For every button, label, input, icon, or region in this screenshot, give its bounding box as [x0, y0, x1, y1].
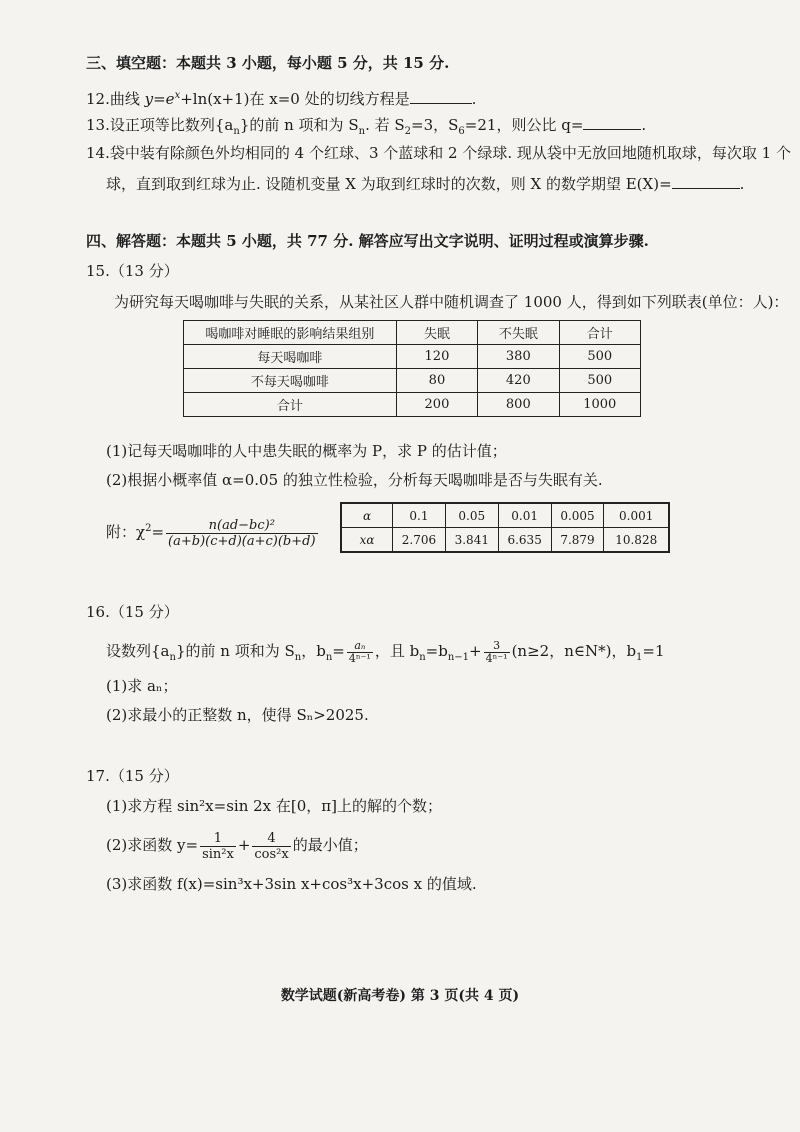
table-header: 失眠	[396, 321, 477, 345]
q13-sub: n	[233, 126, 240, 137]
q13-text-b: }的前 n 项和为 S	[239, 116, 359, 134]
table-header-row	[184, 321, 641, 345]
appendix-label: 附：χ	[106, 523, 146, 541]
q13-number: 13.	[86, 116, 110, 134]
q16-stem-d: =	[332, 642, 345, 660]
table-cell: 420	[478, 369, 559, 393]
table-header: 合计	[559, 321, 640, 345]
section3-heading: 三、填空题：本题共 3 小题，每小题 5 分，共 15 分.	[86, 54, 450, 72]
q13-text-c: . 若 S	[365, 116, 405, 134]
q14-end: .	[739, 175, 745, 193]
chi-square-formula	[166, 518, 318, 549]
frac1-num: aₙ	[354, 638, 366, 652]
q12-number: 12.	[86, 90, 110, 108]
table-cell: 800	[478, 393, 559, 417]
table-row	[184, 345, 641, 369]
q12-text-b: +ln(x+1)在 x=0 处的切线方程是	[180, 90, 410, 108]
q16-stem-f: =b	[425, 642, 448, 660]
q17-fraction-1	[200, 831, 236, 862]
table-cell: 合计	[184, 393, 397, 417]
q17-part2	[106, 828, 368, 862]
table-cell: 0.1	[393, 503, 446, 528]
q17-p2-b: 的最小值；	[292, 836, 368, 854]
q13-text-a: 设正项等比数列{a	[109, 116, 234, 134]
table-cell: α	[341, 503, 393, 528]
contingency-table	[183, 320, 641, 417]
q16-stem-g: +	[469, 642, 482, 660]
q17-f1-num: 1	[213, 830, 223, 846]
q12-text-a: 曲线	[109, 90, 145, 108]
q14-answer-blank[interactable]	[672, 174, 740, 189]
q14-line1: 袋中装有除颜色外均相同的 4 个红球、3 个蓝球和 2 个绿球. 现从袋中无放回地随机取球，每次取 1 个	[109, 144, 791, 162]
q16-stem-a: 设数列{a	[106, 642, 170, 660]
q13-sub2: n	[358, 126, 366, 137]
formula-numerator: n(ad−bc)²	[208, 517, 275, 533]
q13-s6: 6	[458, 126, 465, 137]
table-cell: 380	[478, 345, 559, 369]
q17-fraction-2	[252, 831, 290, 862]
table-cell: 每天喝咖啡	[184, 345, 397, 369]
table-cell: 3.841	[445, 528, 498, 553]
critical-value-table	[340, 502, 670, 553]
table-cell: 0.005	[551, 503, 604, 528]
q16-part2: (2)求最小的正整数 n，使得 Sₙ>2025.	[106, 706, 369, 724]
table-cell: xα	[341, 528, 393, 553]
formula-denominator: (a+b)(c+d)(a+c)(b+d)	[168, 533, 316, 549]
frac2-num: 3	[493, 638, 501, 652]
q15-appendix-formula	[106, 514, 320, 549]
page-footer: 数学试题(新高考卷) 第 3 页(共 4 页)	[280, 988, 520, 1004]
table-row	[184, 393, 641, 417]
table-cell: 200	[396, 393, 477, 417]
q13-text-d: =3，S	[411, 116, 459, 134]
frac2-den: 4ⁿ⁻¹	[485, 651, 508, 665]
table-row	[341, 503, 669, 528]
q16-stem-i: =1	[642, 642, 665, 660]
q12-answer-blank[interactable]	[410, 89, 472, 104]
q17-f2-den: cos²x	[254, 846, 289, 862]
q15-intro: 为研究每天喝咖啡与失眠的关系，从某社区人群中随机调查了 1000 人，得到如下列联表(单位：人)：	[114, 293, 789, 311]
q14-number: 14.	[86, 144, 110, 162]
q16-fraction-2	[484, 640, 510, 665]
q16-title: 16.（15 分）	[86, 603, 179, 621]
q15-part2: (2)根据小概率值 α=0.05 的独立性检验，分析每天喝咖啡是否与失眠有关.	[106, 471, 603, 489]
q12-sup: x	[174, 90, 181, 101]
table-cell: 120	[396, 345, 477, 369]
table-row	[341, 528, 669, 553]
question-14-line2	[106, 174, 744, 194]
q15-title: 15.（13 分）	[86, 262, 179, 280]
question-13	[86, 115, 646, 142]
q16-stem-e: ，且 b	[374, 642, 420, 660]
q17-plus: +	[237, 836, 251, 854]
table-cell: 不每天喝咖啡	[184, 369, 397, 393]
frac1-den: 4ⁿ⁻¹	[348, 651, 371, 665]
table-cell: 500	[559, 345, 640, 369]
table-header: 喝咖啡对睡眠的影响结果组别	[184, 321, 397, 345]
q17-part1: (1)求方程 sin²x=sin 2x 在[0，π]上的解的个数；	[106, 797, 443, 815]
q17-f1-den: sin²x	[202, 846, 234, 862]
q15-part1: (1)记每天喝咖啡的人中患失眠的概率为 P，求 P 的估计值；	[106, 442, 507, 460]
table-cell: 2.706	[393, 528, 446, 553]
section4-heading: 四、解答题：本题共 5 小题，共 77 分. 解答应写出文字说明、证明过程或演算步骤.	[86, 232, 649, 250]
q17-f2-num: 4	[267, 830, 276, 846]
table-cell: 1000	[559, 393, 640, 417]
appendix-eq: =	[151, 523, 165, 541]
table-cell: 7.879	[551, 528, 604, 553]
q16-stem-b: }的前 n 项和为 S	[175, 642, 295, 660]
q14-line2: 球，直到取到红球为止. 设随机变量 X 为取到红球时的次数，则 X 的数学期望 E(X)=	[106, 175, 672, 193]
table-cell: 10.828	[604, 528, 669, 553]
table-cell: 6.635	[498, 528, 551, 553]
q12-expr: y=e	[144, 90, 175, 108]
question-12	[86, 86, 476, 109]
table-cell: 80	[396, 369, 477, 393]
q13-text-e: =21，则公比 q=	[464, 116, 584, 134]
q17-part3: (3)求函数 f(x)=sin³x+3sin x+cos³x+3cos x 的值域.	[106, 875, 477, 893]
table-cell: 0.05	[445, 503, 498, 528]
q13-s2: 2	[404, 126, 412, 137]
appendix-sup: 2	[145, 523, 152, 534]
q13-end: .	[641, 116, 647, 134]
q16-stem-h: (n≥2，n∈N*)，b	[511, 642, 637, 660]
table-cell: 0.01	[498, 503, 551, 528]
q16-stem: 设数列$\{a_n\}$的前 n 项和为 $S_n$，$b_n=$ $\frac{\text{aₙ}}{\text{4ⁿ⁻¹}}$ ，且 $b_n=b_{n-1}+$ $\frac{3}{\text{4ⁿ⁻¹}}$ (n≥2，n∈N*)，$b_1=1$	[106, 638, 665, 665]
q16-fraction-1	[347, 640, 373, 665]
q12-end: .	[471, 90, 477, 108]
table-row	[184, 369, 641, 393]
q16-part1: (1)求 aₙ；	[106, 677, 178, 695]
q17-p2-a: (2)求函数 y=	[106, 836, 199, 854]
table-cell: 0.001	[604, 503, 669, 528]
q17-title: 17.（15 分）	[86, 767, 179, 785]
q16-stem-c: ，b	[301, 642, 326, 660]
table-cell: 500	[559, 369, 640, 393]
table-header: 不失眠	[478, 321, 559, 345]
q13-answer-blank[interactable]	[583, 115, 641, 130]
question-14-line1	[86, 143, 791, 163]
